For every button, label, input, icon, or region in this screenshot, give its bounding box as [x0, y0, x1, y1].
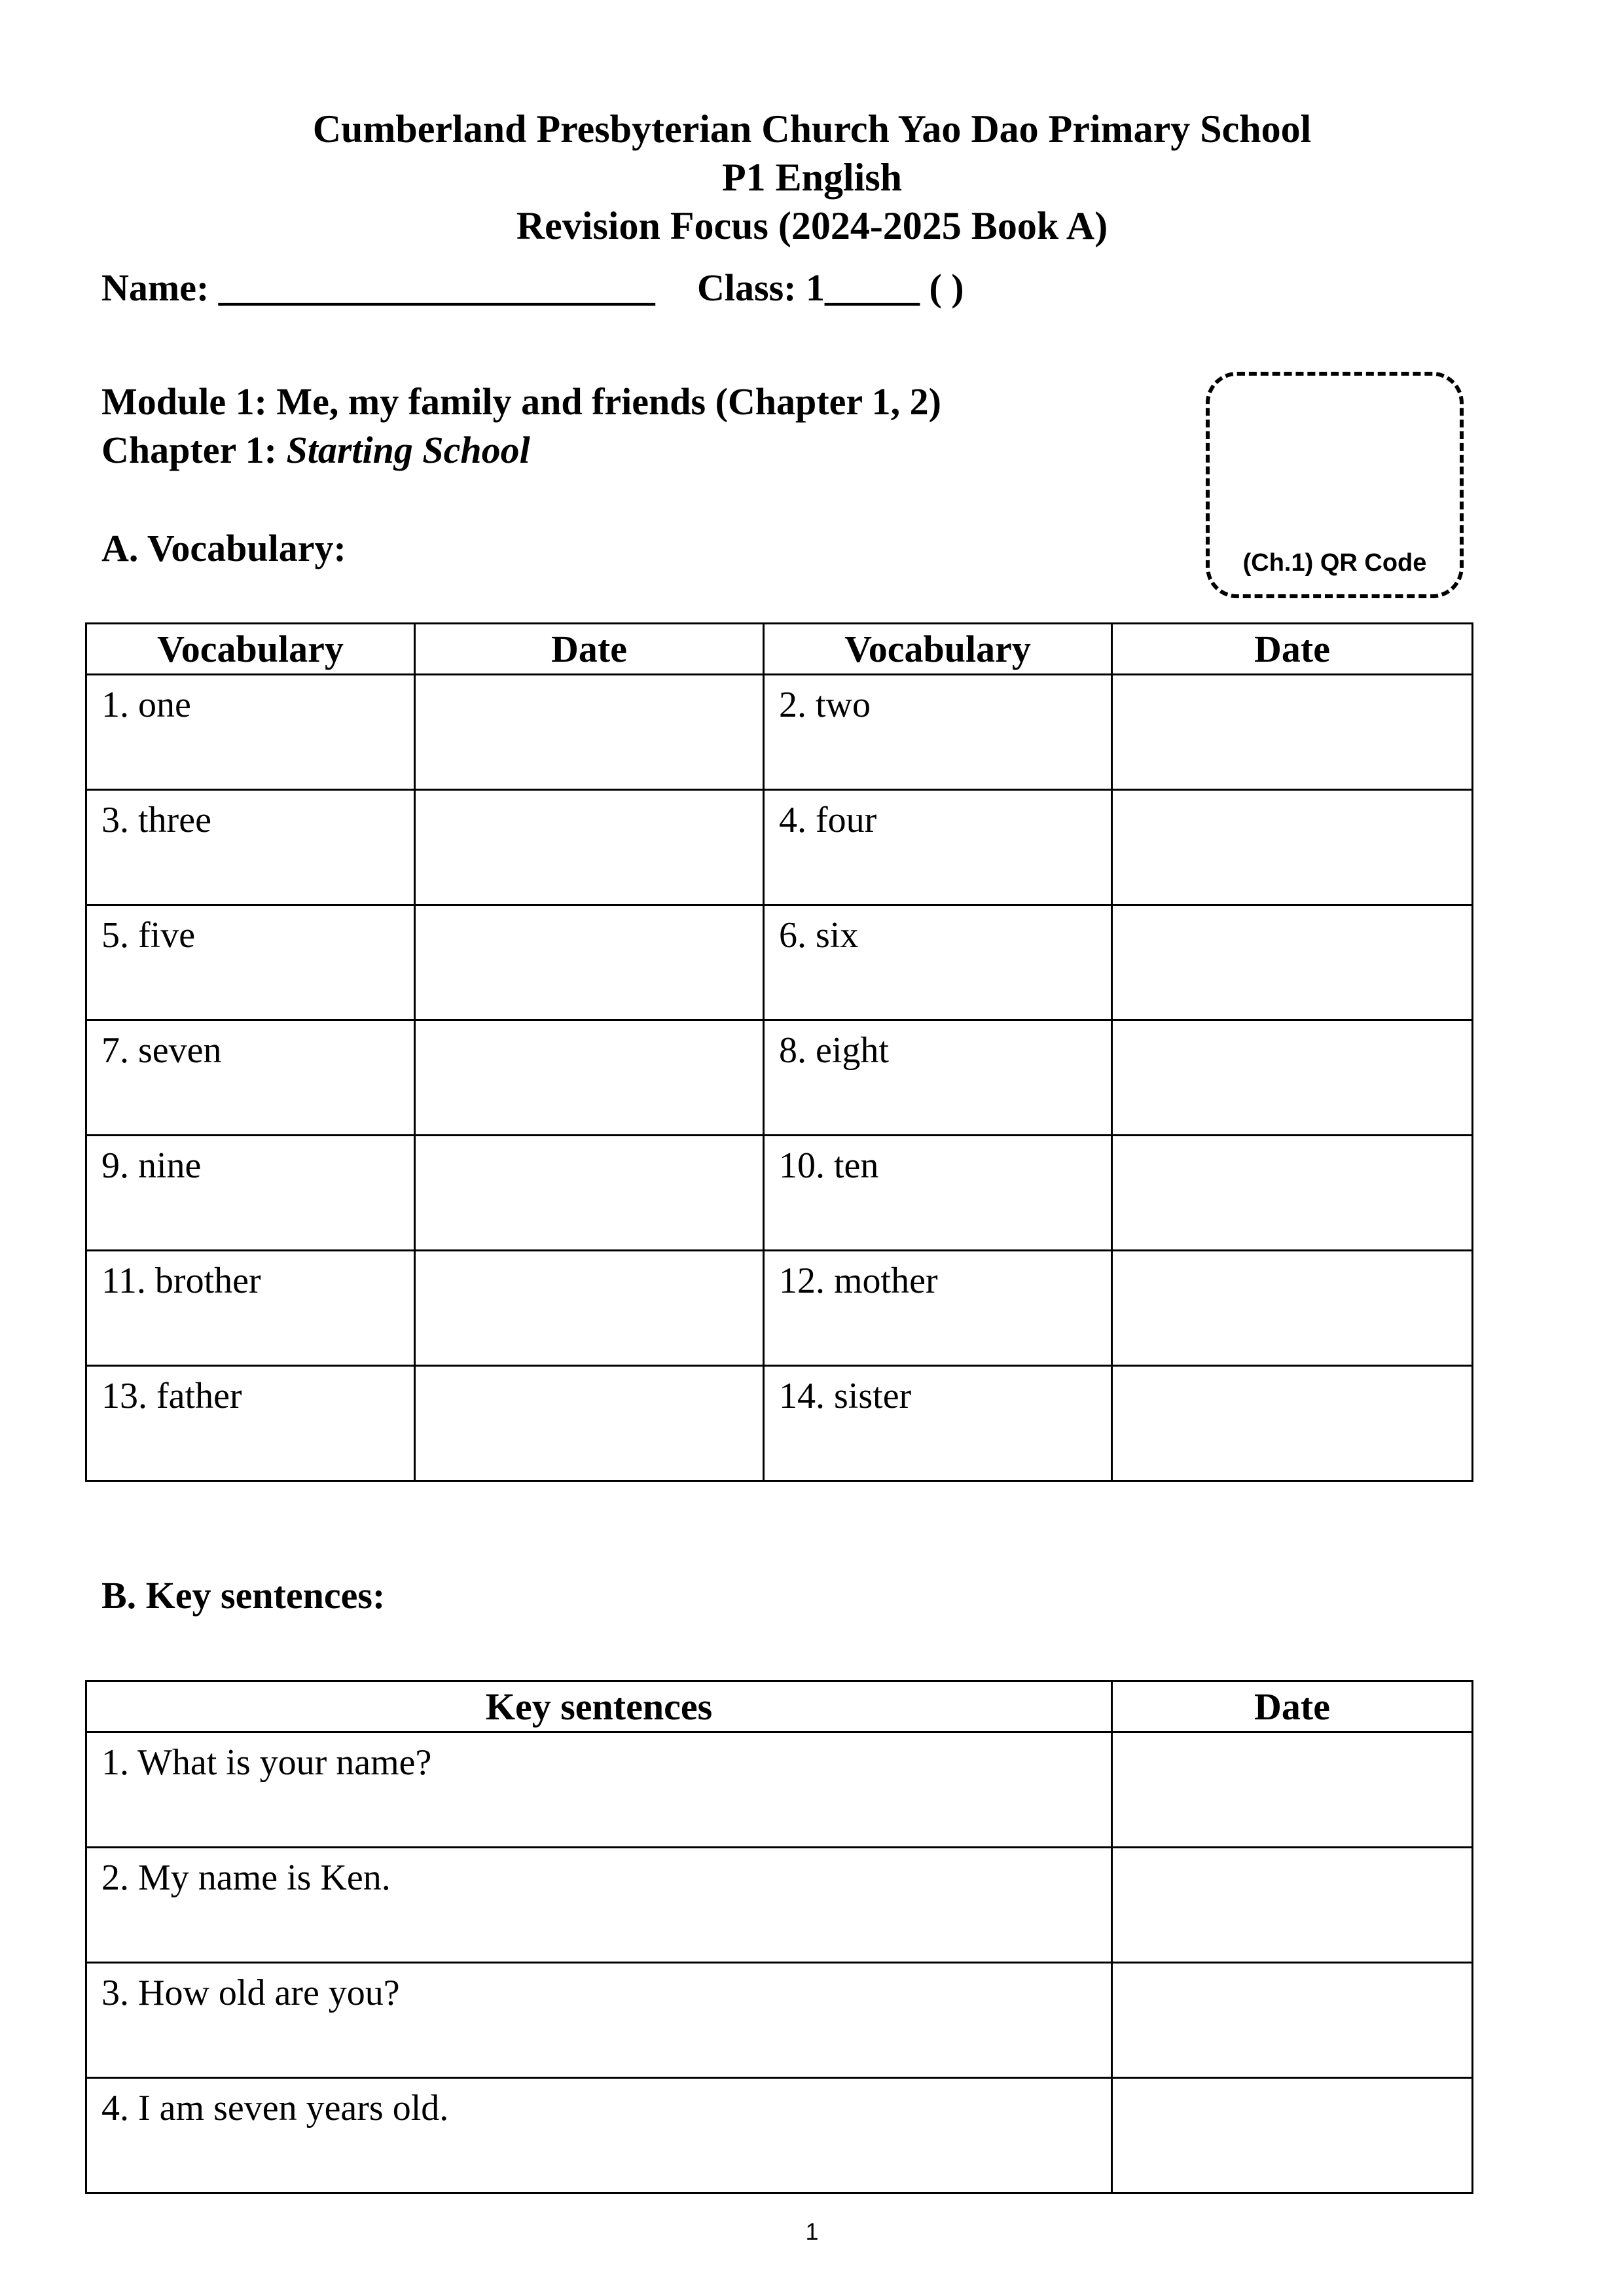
- table-row: [86, 1136, 1473, 1251]
- vocabulary-cell: 5. five: [86, 905, 415, 1020]
- school-name: Cumberland Presbyterian Church Yao Dao Primary School: [312, 107, 1312, 151]
- table-row: [86, 1366, 1473, 1481]
- date-cell[interactable]: [1112, 1732, 1473, 1848]
- table-row: [86, 675, 1473, 790]
- vocabulary-cell: 13. father: [86, 1366, 415, 1481]
- vocabulary-column-header: Vocabulary: [86, 624, 415, 675]
- date-cell[interactable]: [1112, 2078, 1473, 2193]
- table-row: [86, 1251, 1473, 1366]
- date-cell[interactable]: [415, 1251, 764, 1366]
- vocabulary-table: [85, 622, 1473, 1482]
- chapter-prefix: Chapter 1:: [101, 429, 277, 471]
- vocabulary-cell: 8. eight: [764, 1020, 1112, 1136]
- date-cell[interactable]: [1112, 1963, 1473, 2078]
- key-sentences-column-header: Key sentences: [86, 1681, 1112, 1732]
- sentence-cell: 3. How old are you?: [86, 1963, 1112, 2078]
- date-cell[interactable]: [415, 1136, 764, 1251]
- date-cell[interactable]: [415, 1366, 764, 1481]
- table-row: [86, 905, 1473, 1020]
- table-row: [86, 1848, 1473, 1963]
- vocabulary-cell: 10. ten: [764, 1136, 1112, 1251]
- table-row: [86, 2078, 1473, 2193]
- sentence-cell: 1. What is your name?: [86, 1732, 1112, 1848]
- vocabulary-cell: 14. sister: [764, 1366, 1112, 1481]
- table-row: [86, 1732, 1473, 1848]
- date-cell[interactable]: [1112, 1251, 1473, 1366]
- date-cell[interactable]: [1112, 1366, 1473, 1481]
- vocabulary-cell: 1. one: [86, 675, 415, 790]
- date-cell[interactable]: [1112, 675, 1473, 790]
- chapter-name: Starting School: [286, 429, 530, 471]
- table-row: [86, 1963, 1473, 2078]
- date-cell[interactable]: [1112, 1020, 1473, 1136]
- vocabulary-cell: 2. two: [764, 675, 1112, 790]
- sentence-cell: 4. I am seven years old.: [86, 2078, 1112, 2193]
- key-sentences-header-row: [86, 1681, 1473, 1732]
- name-field-label: Name: _______________________: [101, 266, 655, 309]
- vocabulary-cell: 3. three: [86, 790, 415, 905]
- key-sentences-table: [85, 1680, 1473, 2194]
- date-cell[interactable]: [415, 790, 764, 905]
- vocabulary-heading: A. Vocabulary:: [101, 527, 346, 569]
- subject-title: P1 English: [721, 156, 903, 199]
- vocabulary-cell: 6. six: [764, 905, 1112, 1020]
- vocabulary-cell: 12. mother: [764, 1251, 1112, 1366]
- qr-code-label: (Ch.1) QR Code: [1242, 549, 1427, 577]
- chapter-title: [101, 427, 530, 474]
- module-title: Module 1: Me, my family and friends (Chapter 1, 2): [101, 380, 941, 423]
- table-row: [86, 1020, 1473, 1136]
- table-row: [86, 790, 1473, 905]
- class-field-label: Class: 1_____ ( ): [697, 266, 964, 309]
- vocabulary-cell: 7. seven: [86, 1020, 415, 1136]
- date-cell[interactable]: [415, 675, 764, 790]
- date-cell[interactable]: [415, 1020, 764, 1136]
- vocabulary-cell: 11. brother: [86, 1251, 415, 1366]
- revision-title: Revision Focus (2024-2025 Book A): [516, 204, 1108, 247]
- date-cell[interactable]: [1112, 1848, 1473, 1963]
- vocabulary-cell: 9. nine: [86, 1136, 415, 1251]
- sentence-cell: 2. My name is Ken.: [86, 1848, 1112, 1963]
- vocabulary-cell: 4. four: [764, 790, 1112, 905]
- date-cell[interactable]: [1112, 905, 1473, 1020]
- key-sentences-heading: B. Key sentences:: [101, 1574, 386, 1617]
- page-number: 1: [805, 2218, 819, 2245]
- date-column-header: Date: [1112, 1681, 1473, 1732]
- date-column-header: Date: [415, 624, 764, 675]
- qr-code-placeholder: [1206, 372, 1464, 598]
- vocabulary-header-row: [86, 624, 1473, 675]
- vocabulary-column-header: Vocabulary: [764, 624, 1112, 675]
- date-column-header: Date: [1112, 624, 1473, 675]
- date-cell[interactable]: [415, 905, 764, 1020]
- date-cell[interactable]: [1112, 1136, 1473, 1251]
- date-cell[interactable]: [1112, 790, 1473, 905]
